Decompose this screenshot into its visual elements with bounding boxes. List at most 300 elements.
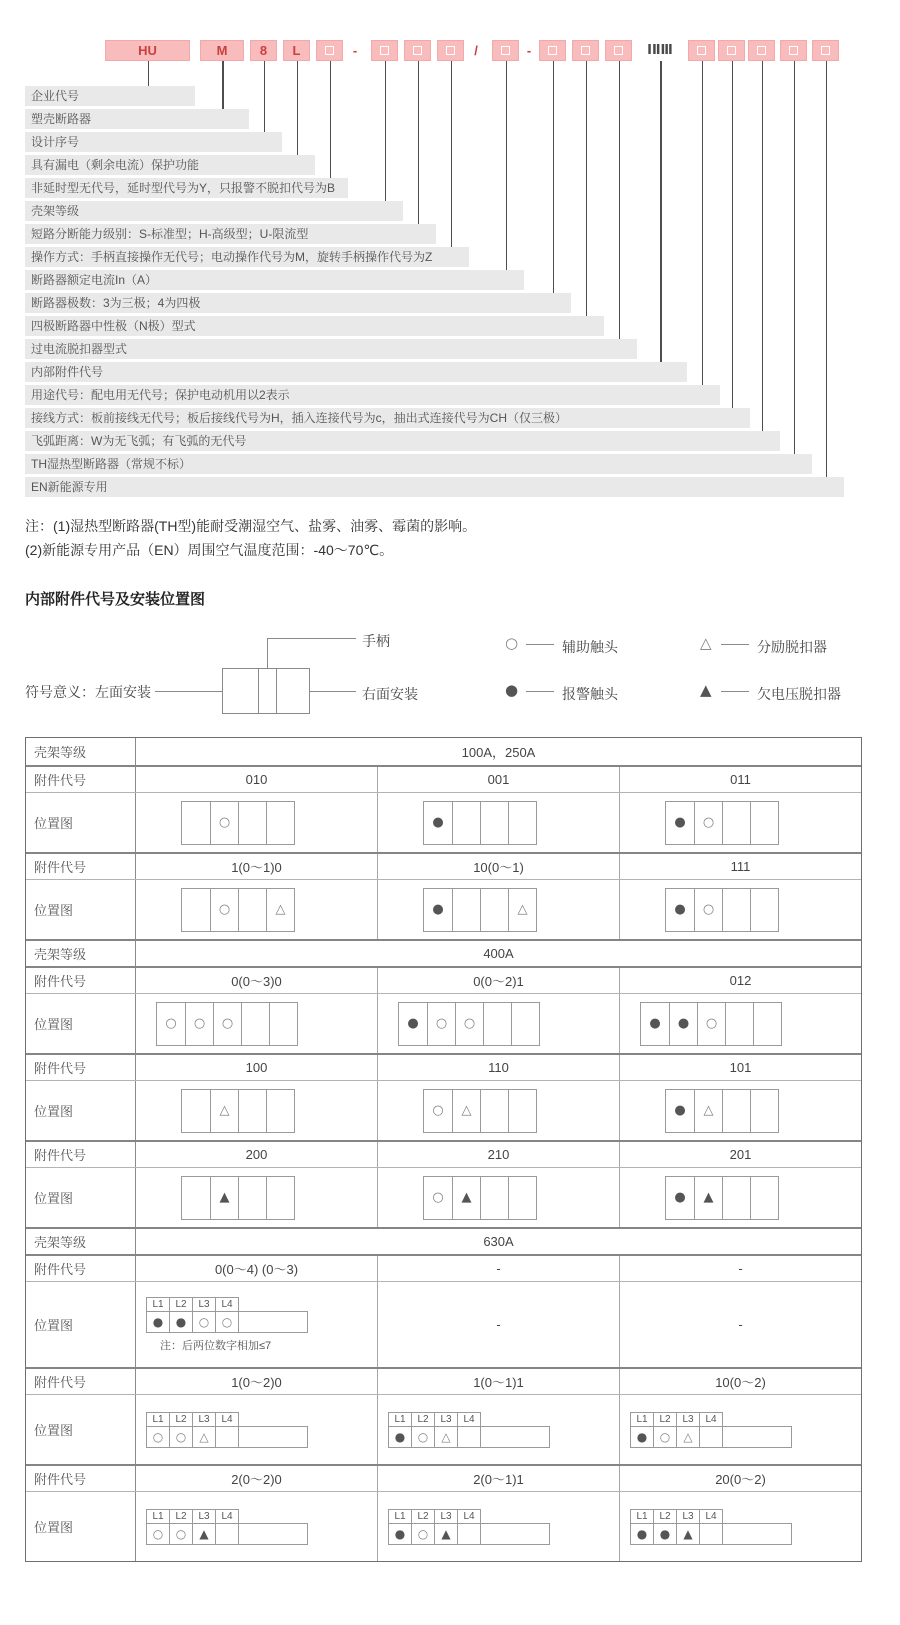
diagram-cell [238, 802, 266, 844]
table-row [26, 765, 861, 792]
code-value-text: ⅠⅡⅢ [647, 43, 673, 58]
code-separator: - [526, 43, 532, 58]
diagram-cell [725, 1003, 753, 1045]
breaker-position-diagram [423, 1176, 537, 1220]
code-placeholder-box [572, 40, 599, 61]
accessory-symbol: ○ [192, 1311, 216, 1333]
accessory-code: - [377, 1256, 619, 1281]
breaker-position-diagram [181, 801, 295, 845]
accessory-code: 010 [245, 772, 268, 787]
diagram-cell [238, 1177, 266, 1219]
accessory-code: 0(0～2)1 [377, 968, 619, 993]
accessory-code: 110 [377, 1055, 619, 1080]
diagram-cell [480, 1523, 550, 1545]
accessory-symbol: ○ [213, 1003, 241, 1045]
accessory-code: 201 [619, 1142, 861, 1167]
pole-label: L3 [192, 1509, 216, 1524]
code-label-bar: 断路器极数：3为三极；4为四极 [25, 293, 571, 313]
position-diagram-cell [136, 994, 377, 1053]
breaker-position-diagram [640, 1002, 782, 1046]
accessory-symbol: ● [674, 902, 686, 917]
handle-connector-line [267, 638, 268, 668]
legend-dash-line [721, 691, 749, 692]
diagram-cell [238, 1426, 308, 1448]
figure-divider-line [276, 668, 277, 714]
table-row [26, 1491, 861, 1561]
shunt-release-icon: △ [700, 634, 712, 652]
position-diagram-cell [136, 880, 377, 939]
accessory-code: 20(0～2) [619, 1466, 861, 1491]
accessory-symbol: △ [266, 889, 294, 931]
accessory-slot-row [388, 1426, 550, 1448]
breaker-position-diagram [630, 1509, 792, 1545]
code-placeholder-box [539, 40, 566, 61]
diagram-cell [182, 1090, 210, 1132]
pole-label: L4 [215, 1297, 239, 1312]
accessory-symbol: ○ [427, 1003, 455, 1045]
code-placeholder-box [812, 40, 839, 61]
position-diagram-cell [136, 1282, 377, 1367]
accessory-symbol: ○ [169, 1523, 193, 1545]
diagram-cell [750, 802, 778, 844]
row-header: 附件代号 [26, 1256, 136, 1281]
position-diagram-cell [377, 1168, 619, 1227]
code-label-bar: 接线方式：板前接线无代号；板后接线代号为H，插入连接代号为c，抽出式连接代号为CH（仅三极） [25, 408, 750, 428]
breaker-position-diagram [181, 1176, 295, 1220]
breaker-position-diagram [146, 1509, 308, 1545]
no-diagram-dash: - [738, 1317, 743, 1332]
diagram-cell [699, 1426, 723, 1448]
accessory-symbol: ▲ [694, 1177, 722, 1219]
accessory-symbol: ○ [411, 1523, 435, 1545]
undervoltage-release-icon: ▲ [700, 681, 712, 699]
pole-header-row [146, 1412, 308, 1427]
code-placeholder-box [748, 40, 775, 61]
accessory-slot-row [388, 1523, 550, 1545]
connector-line [506, 61, 508, 270]
pole-label: L1 [630, 1412, 654, 1427]
code-box: M [200, 40, 244, 61]
accessory-symbol: ● [669, 1003, 697, 1045]
row-header: 位置图 [26, 880, 136, 939]
breaker-position-diagram [146, 1412, 308, 1448]
breaker-position-diagram [423, 888, 537, 932]
position-diagram-cell [136, 1492, 377, 1561]
accessory-position-table [25, 737, 862, 1562]
row-header: 位置图 [26, 1081, 136, 1140]
accessory-code: 012 [619, 968, 861, 993]
accessory-code: 001 [377, 767, 619, 792]
position-diagram-cell [136, 1395, 377, 1464]
diagram-cell [699, 1523, 723, 1545]
position-diagram-cell [377, 994, 619, 1053]
accessory-code: 210 [377, 1142, 619, 1167]
code-label-bar: 过电流脱扣器型式 [25, 339, 637, 359]
accessory-symbol: ● [432, 815, 444, 830]
connector-line [762, 61, 764, 431]
accessory-code: 1(0～2)0 [231, 1375, 282, 1390]
code-label-bar: 企业代号 [25, 86, 195, 106]
placeholder-square-icon [697, 46, 706, 55]
pole-label: L3 [676, 1412, 700, 1427]
position-diagram-cell [619, 880, 861, 939]
accessory-symbol: ○ [653, 1426, 677, 1448]
pole-label: L4 [457, 1412, 481, 1427]
diagram-cell [508, 1090, 536, 1132]
code-box: L [283, 40, 310, 61]
accessory-symbol: △ [694, 1090, 722, 1132]
diagram-cell [269, 1003, 297, 1045]
accessory-symbol: ○ [169, 1426, 193, 1448]
diagram-cell [266, 1177, 294, 1219]
table-row [26, 879, 861, 939]
table-row [26, 939, 861, 966]
code-label-bar: 短路分断能力级别：S-标准型；H-高级型；U-限流型 [25, 224, 436, 244]
diagram-cell [238, 1523, 308, 1545]
breaker-position-diagram [398, 1002, 540, 1046]
diagram-cell [182, 1177, 210, 1219]
accessory-symbol: ○ [694, 889, 722, 931]
code-label-bar: 具有漏电（剩余电流）保护功能 [25, 155, 315, 175]
left-connector-line [155, 691, 222, 692]
accessory-symbol: ● [630, 1426, 654, 1448]
row-header: 附件代号 [26, 854, 136, 879]
accessory-symbol: △ [676, 1426, 700, 1448]
accessory-symbol: ● [169, 1311, 193, 1333]
accessory-symbol: ● [432, 902, 444, 917]
pole-label: L4 [457, 1509, 481, 1524]
row-header: 附件代号 [26, 1055, 136, 1080]
accessory-symbol: △ [192, 1426, 216, 1448]
code-placeholder-box [605, 40, 632, 61]
row-header: 位置图 [26, 1492, 136, 1561]
pole-header-row [146, 1509, 308, 1524]
row-header: 位置图 [26, 1395, 136, 1464]
breaker-position-diagram [423, 801, 537, 845]
position-diagram-cell [377, 793, 619, 852]
diagram-cell [480, 1426, 550, 1448]
code-box: HU [105, 40, 190, 61]
connector-line [660, 61, 662, 362]
table-row [26, 1394, 861, 1464]
position-diagram-cell [136, 1168, 377, 1227]
accessory-symbol: ○ [165, 1016, 177, 1031]
pole-label: L1 [388, 1509, 412, 1524]
diagram-cell [238, 1311, 308, 1333]
accessory-symbol: ○ [210, 889, 238, 931]
breaker-position-diagram [665, 888, 779, 932]
placeholder-square-icon [581, 46, 590, 55]
placeholder-square-icon [821, 46, 830, 55]
accessory-symbol: ○ [146, 1523, 170, 1545]
row-header: 附件代号 [26, 1142, 136, 1167]
accessory-code: 200 [245, 1147, 268, 1162]
diagram-cell [266, 802, 294, 844]
position-diagram-cell [619, 1282, 861, 1367]
diagram-note: 注：后两位数字相加≤7 [160, 1339, 272, 1352]
breaker-position-diagram [146, 1297, 308, 1353]
table-row [26, 1227, 861, 1254]
accessory-code: 10(0～2) [619, 1369, 861, 1394]
accessory-symbol: ○ [697, 1003, 725, 1045]
table-row [26, 1367, 861, 1394]
code-placeholder-box [492, 40, 519, 61]
position-diagram-cell [377, 1395, 619, 1464]
accessory-code: 10(0～1) [377, 854, 619, 879]
legend-dash-line [526, 644, 554, 645]
diagram-cell [750, 889, 778, 931]
code-label-bar: TH湿热型断路器（常规不标） [25, 454, 812, 474]
diagram-cell [508, 1177, 536, 1219]
undervoltage-release-label: 欠电压脱扣器 [757, 686, 841, 702]
accessory-symbol: ▲ [676, 1523, 700, 1545]
accessory-symbol: ○ [210, 802, 238, 844]
connector-line [702, 61, 704, 385]
frame-rating: 400A [483, 946, 514, 961]
placeholder-square-icon [727, 46, 736, 55]
code-label-bar: 飞弧距离：W为无飞弧；有飞弧的无代号 [25, 431, 780, 451]
diagram-cell [480, 889, 508, 931]
pole-label: L3 [434, 1509, 458, 1524]
pole-label: L3 [192, 1412, 216, 1427]
table-row [26, 1140, 861, 1167]
breaker-position-diagram [181, 888, 295, 932]
breaker-position-diagram [423, 1089, 537, 1133]
accessory-code: 2(0～1)1 [377, 1466, 619, 1491]
diagram-cell [215, 1426, 239, 1448]
position-diagram-cell [377, 880, 619, 939]
connector-line [297, 61, 299, 155]
pole-header-row [388, 1509, 550, 1524]
accessory-code: 0(0～3)0 [231, 974, 282, 989]
pole-label: L3 [192, 1297, 216, 1312]
table-row [26, 993, 861, 1053]
legend-dash-line [721, 644, 749, 645]
accessory-symbol: ● [146, 1311, 170, 1333]
pole-label: L4 [215, 1412, 239, 1427]
accessory-symbol: ● [407, 1016, 419, 1031]
placeholder-square-icon [548, 46, 557, 55]
position-diagram-cell [619, 1081, 861, 1140]
table-row [26, 852, 861, 879]
accessory-symbol: ● [674, 815, 686, 830]
diagram-cell [722, 1177, 750, 1219]
accessory-slot-row [146, 1426, 308, 1448]
connector-line [619, 61, 621, 339]
section-title: 内部附件代号及安装位置图 [25, 591, 206, 608]
diagram-cell [452, 889, 480, 931]
accessory-slot-row [630, 1426, 792, 1448]
placeholder-square-icon [413, 46, 422, 55]
diagram-cell [215, 1523, 239, 1545]
code-label-bar: 非延时型无代号，延时型代号为Y，只报警不脱扣代号为B [25, 178, 348, 198]
accessory-symbol: △ [210, 1090, 238, 1132]
code-placeholder-box [780, 40, 807, 61]
pole-header-row [388, 1412, 550, 1427]
accessory-symbol: ○ [185, 1003, 213, 1045]
pole-label: L2 [411, 1509, 435, 1524]
frame-rating: 100A，250A [461, 745, 536, 760]
position-diagram-cell [619, 1168, 861, 1227]
accessory-code: 0(0～4) (0～3) [214, 1262, 299, 1277]
position-diagram-cell [619, 1492, 861, 1561]
row-header: 壳架等级 [26, 738, 136, 765]
code-label-bar: 壳架等级 [25, 201, 403, 221]
accessory-code: 2(0～2)0 [231, 1472, 282, 1487]
accessory-symbol: ● [653, 1523, 677, 1545]
table-row [26, 792, 861, 852]
auxiliary-contact-label: 辅助触头 [562, 639, 618, 655]
pole-label: L1 [146, 1509, 170, 1524]
connector-line [794, 61, 796, 454]
pole-label: L4 [699, 1509, 723, 1524]
pole-label: L2 [169, 1509, 193, 1524]
accessory-symbol: ● [674, 1190, 686, 1205]
pole-label: L3 [676, 1509, 700, 1524]
accessory-symbol: ▲ [210, 1177, 238, 1219]
code-placeholder-box [718, 40, 745, 61]
position-diagram-cell [377, 1282, 619, 1367]
accessory-symbol: △ [508, 889, 536, 931]
diagram-cell [480, 802, 508, 844]
pole-label: L4 [215, 1509, 239, 1524]
code-label-bar: 内部附件代号 [25, 362, 687, 382]
table-row [26, 1080, 861, 1140]
accessory-code: 101 [619, 1055, 861, 1080]
table-row [26, 1281, 861, 1367]
accessory-symbol: ● [674, 1103, 686, 1118]
handle-connector-line [267, 638, 356, 639]
breaker-position-diagram [665, 1176, 779, 1220]
connector-line [586, 61, 588, 316]
code-box: 8 [250, 40, 277, 61]
accessory-slot-row [630, 1523, 792, 1545]
figure-divider-line [258, 668, 259, 714]
diagram-cell [722, 1090, 750, 1132]
position-diagram-cell [619, 994, 861, 1053]
code-separator: / [474, 43, 478, 58]
position-diagram-cell [377, 1081, 619, 1140]
accessory-symbol: △ [434, 1426, 458, 1448]
diagram-cell [452, 802, 480, 844]
diagram-cell [722, 802, 750, 844]
code-label-bar: 四极断路器中性极（N极）型式 [25, 316, 604, 336]
accessory-symbol: ○ [411, 1426, 435, 1448]
placeholder-square-icon [380, 46, 389, 55]
breaker-position-diagram [665, 1089, 779, 1133]
pole-header-row [146, 1297, 308, 1312]
frame-rating: 630A [483, 1234, 514, 1249]
accessory-symbol: ● [388, 1426, 412, 1448]
accessory-code: 011 [619, 767, 861, 792]
row-header: 壳架等级 [26, 941, 136, 966]
pole-label: L4 [699, 1412, 723, 1427]
accessory-symbol: ○ [432, 1103, 444, 1118]
note-line-2: (2)新能源专用产品（EN）周围空气温度范围：-40～70℃。 [25, 542, 394, 558]
row-header: 附件代号 [26, 767, 136, 792]
connector-line [826, 61, 828, 477]
diagram-cell [480, 1090, 508, 1132]
pole-label: L1 [388, 1412, 412, 1427]
row-header: 附件代号 [26, 1466, 136, 1491]
row-header: 位置图 [26, 1168, 136, 1227]
diagram-cell [750, 1177, 778, 1219]
table-row [26, 966, 861, 993]
diagram-cell [750, 1090, 778, 1132]
diagram-cell [457, 1426, 481, 1448]
pole-label: L2 [653, 1509, 677, 1524]
code-separator: - [352, 43, 358, 58]
diagram-cell [182, 889, 210, 931]
table-row [26, 738, 861, 765]
diagram-cell [753, 1003, 781, 1045]
diagram-cell [722, 889, 750, 931]
table-row [26, 1053, 861, 1080]
note-line-1: 注：(1)湿热型断路器(TH型)能耐受潮湿空气、盐雾、油雾、霉菌的影响。 [25, 518, 477, 534]
diagram-cell [266, 1090, 294, 1132]
accessory-slot-row [146, 1523, 308, 1545]
connector-line [385, 61, 387, 201]
diagram-cell [508, 802, 536, 844]
row-header: 壳架等级 [26, 1229, 136, 1254]
pole-label: L2 [169, 1412, 193, 1427]
breaker-position-diagram [181, 1089, 295, 1133]
accessory-symbol: ○ [694, 802, 722, 844]
diagram-cell [483, 1003, 511, 1045]
breaker-position-diagram [665, 801, 779, 845]
pole-label: L1 [146, 1412, 170, 1427]
accessory-symbol: ○ [432, 1190, 444, 1205]
pole-label: L1 [146, 1297, 170, 1312]
placeholder-square-icon [501, 46, 510, 55]
code-placeholder-box [371, 40, 398, 61]
diagram-cell [722, 1426, 792, 1448]
right-install-label: 右面安装 [362, 686, 418, 702]
alarm-contact-label: 报警触头 [562, 686, 618, 702]
placeholder-square-icon [446, 46, 455, 55]
connector-line [451, 61, 453, 247]
code-placeholder-box [688, 40, 715, 61]
diagram-cell [457, 1523, 481, 1545]
connector-line [330, 61, 332, 178]
placeholder-square-icon [325, 46, 334, 55]
connector-line [732, 61, 734, 408]
legend-dash-line [526, 691, 554, 692]
accessory-symbol: ▲ [192, 1523, 216, 1545]
accessory-symbol: ○ [455, 1003, 483, 1045]
row-header: 附件代号 [26, 968, 136, 993]
pole-label: L2 [411, 1412, 435, 1427]
table-row [26, 1254, 861, 1281]
alarm-contact-icon: ● [505, 681, 519, 699]
row-header: 位置图 [26, 793, 136, 852]
position-diagram-cell [377, 1492, 619, 1561]
code-placeholder-box [316, 40, 343, 61]
placeholder-square-icon [789, 46, 798, 55]
code-label-bar: EN新能源专用 [25, 477, 844, 497]
handle-label: 手柄 [362, 633, 390, 649]
accessory-symbol: ● [649, 1016, 661, 1031]
placeholder-square-icon [757, 46, 766, 55]
position-diagram-cell [136, 1081, 377, 1140]
accessory-symbol: △ [452, 1090, 480, 1132]
accessory-slot-row [146, 1311, 308, 1333]
breaker-position-diagram [388, 1412, 550, 1448]
diagram-cell [480, 1177, 508, 1219]
accessory-code: - [619, 1256, 861, 1281]
pole-label: L2 [653, 1412, 677, 1427]
no-diagram-dash: - [496, 1317, 501, 1332]
